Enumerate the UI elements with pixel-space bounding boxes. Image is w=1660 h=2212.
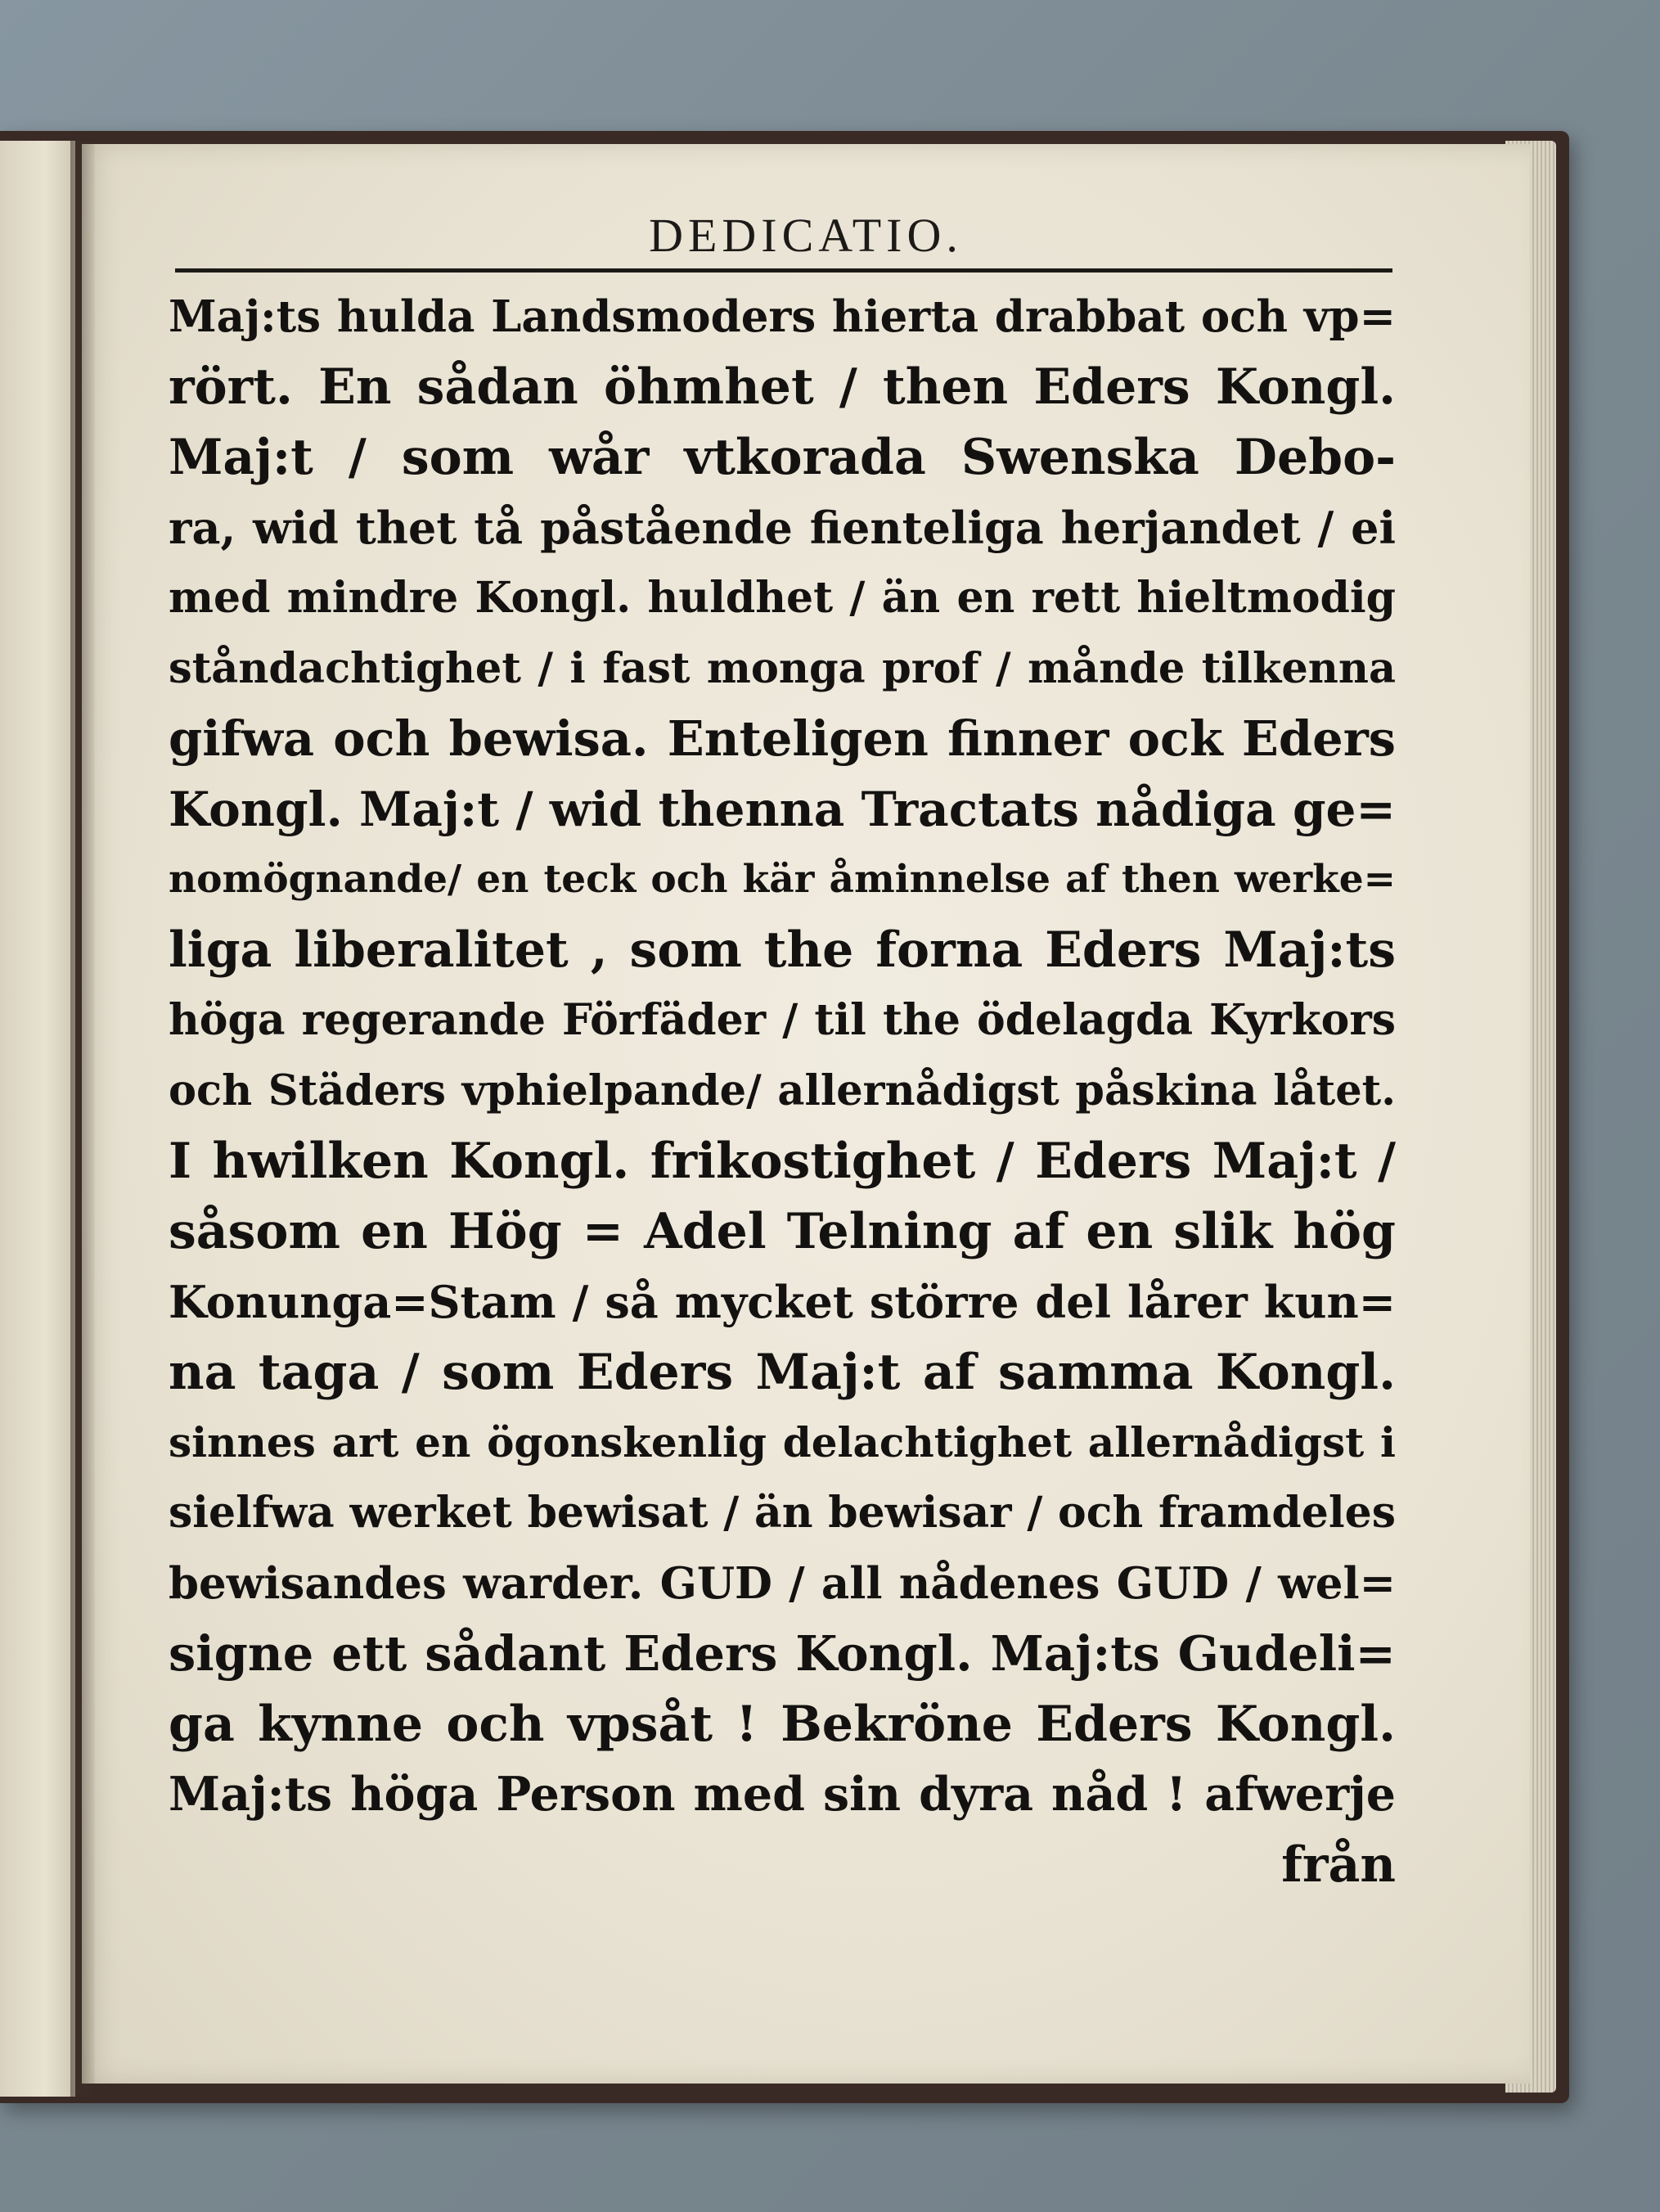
text-line: liga liberalitet , som the forna Eders Maj:ts	[169, 921, 1396, 979]
text-line: sinnes art en ögonskenlig delachtighet allernådigst i	[169, 1418, 1396, 1466]
page-header	[82, 201, 1530, 267]
catchword: från	[1281, 1836, 1396, 1894]
text-line: Kongl. Maj:t / wid thenna Tractats nådiga ge=	[169, 782, 1396, 837]
page-gutter-shadow	[70, 141, 95, 2097]
text-line: bewisandes warder. GUD / all nådenes GUD / wel=	[169, 1558, 1396, 1609]
running-title: DEDICATIO.	[649, 209, 963, 262]
left-facing-page	[0, 141, 75, 2097]
text-line: sielfwa werket bewisat / än bewisar / och framdeles	[169, 1488, 1396, 1538]
text-line: ra, wid thet tå påstående fienteliga herjandet / ei	[169, 502, 1396, 554]
text-line: signe ett sådant Eders Kongl. Maj:ts Gudeli=	[169, 1625, 1396, 1682]
text-line: Maj:ts höga Person med sin dyra nåd ! afwerje	[169, 1767, 1396, 1822]
text-line: med mindre Kongl. huldhet / än en rett hieltmodig	[169, 573, 1396, 623]
text-line: och Städers vphielpande/ allernådigst påskina låtet.	[169, 1066, 1396, 1115]
text-line: Maj:ts hulda Landsmoders hierta drabbat och vp=	[169, 291, 1396, 342]
text-line: höga regerande Förfäder / til the ödelagda Kyrkors	[169, 995, 1396, 1045]
header-rule	[175, 268, 1392, 273]
text-line: na taga / som Eders Maj:t af samma Kongl.	[169, 1344, 1396, 1401]
text-line: Maj:t / som wår vtkorada Swenska Debo-	[169, 429, 1396, 486]
text-line: nomögnande/ en teck och kär åminnelse af then werke=	[169, 857, 1396, 902]
text-line: gifwa och bewisa. Enteligen finner ock Eders	[169, 710, 1396, 767]
text-line: I hwilken Kongl. frikostighet / Eders Maj:t /	[169, 1133, 1396, 1190]
text-line: ga kynne och vpsåt ! Bekröne Eders Kongl.	[169, 1696, 1396, 1753]
text-block	[169, 282, 1396, 1900]
book-page	[82, 144, 1530, 2084]
text-line: rört. En sådan öhmhet / then Eders Kongl.	[169, 358, 1396, 416]
text-line: ståndachtighet / i fast monga prof / månde tilkenna	[169, 644, 1396, 693]
text-line: Konunga=Stam / så mycket större del lårer kun=	[169, 1276, 1396, 1328]
text-line: såsom en Hög = Adel Telning af en slik hög	[169, 1203, 1396, 1260]
